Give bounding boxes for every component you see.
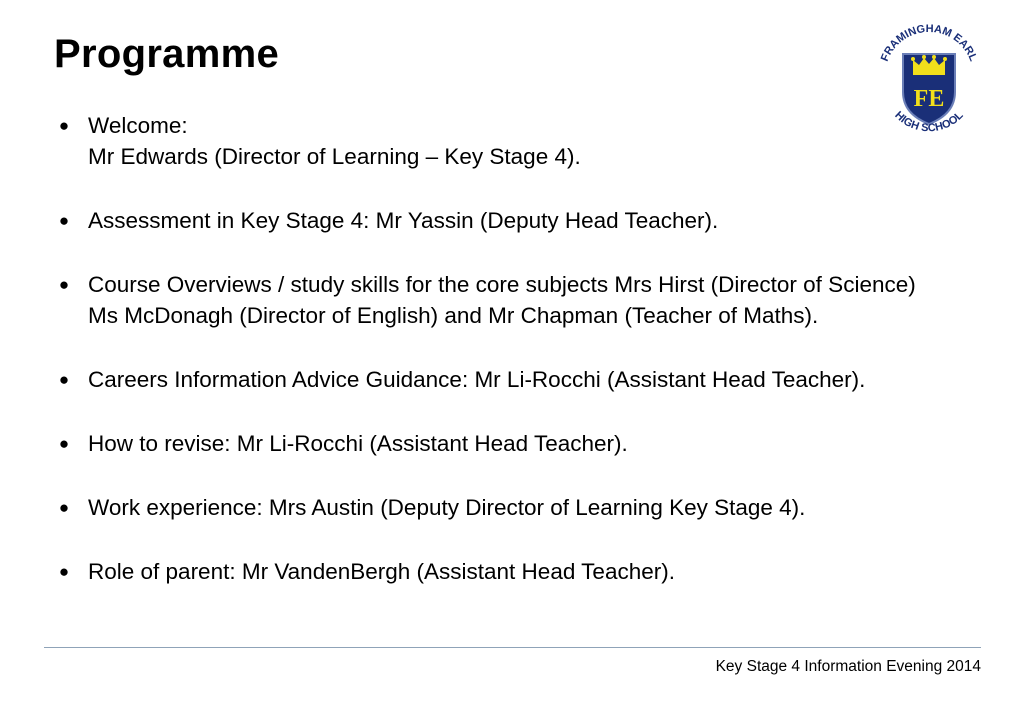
item-text: Role of parent: Mr VandenBergh (Assistant Head Teacher). <box>88 559 675 584</box>
list-item <box>52 428 932 459</box>
bullet-icon: ● <box>58 434 70 453</box>
bullet-icon: ● <box>58 211 70 230</box>
programme-list <box>52 110 932 587</box>
list-item <box>52 364 932 395</box>
item-text: How to revise: Mr Li-Rocchi (Assistant Head Teacher). <box>88 431 628 456</box>
item-text: Work experience: Mrs Austin (Deputy Director of Learning Key Stage 4). <box>88 495 806 520</box>
crest-arc-bottom-text: HIGH SCHOOL <box>892 109 966 135</box>
item-text: Careers Information Advice Guidance: Mr Li-Rocchi (Assistant Head Teacher). <box>88 367 866 392</box>
footer-caption: Key Stage 4 Information Evening 2014 <box>715 658 981 675</box>
crest-arc-top-text: FRAMINGHAM EARL <box>878 22 980 64</box>
item-text: Course Overviews / study skills for the core subjects Mrs Hirst (Director of Science) Ms McDonagh (Director of English) and Mr Chapman (Teacher of Maths). <box>88 272 916 328</box>
item-detail: Mr Edwards (Director of Learning – Key Stage 4). <box>88 144 581 169</box>
bullet-icon: ● <box>58 498 70 517</box>
slide-title: Programme <box>54 32 280 76</box>
list-item <box>52 269 932 331</box>
crest-monogram: FE <box>913 86 945 112</box>
bullet-icon: ● <box>58 370 70 389</box>
list-item <box>52 205 932 236</box>
list-item <box>52 492 932 523</box>
bullet-icon: ● <box>58 275 70 294</box>
bullet-icon: ● <box>58 116 70 135</box>
list-item <box>52 110 932 172</box>
item-label: Welcome: <box>88 113 188 138</box>
footer-divider <box>44 647 981 648</box>
item-text: Assessment in Key Stage 4: Mr Yassin (Deputy Head Teacher). <box>88 208 719 233</box>
bullet-icon: ● <box>58 562 70 581</box>
list-item <box>52 556 932 587</box>
